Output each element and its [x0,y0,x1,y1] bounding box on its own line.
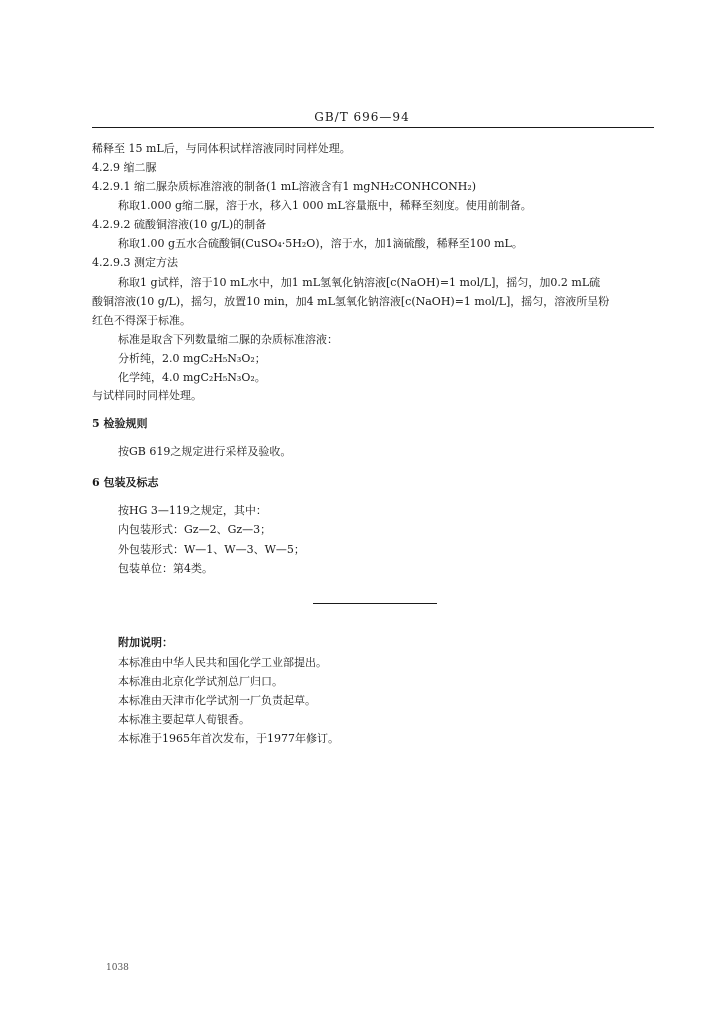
section-4-2-9-2-title: 4.2.9.2 硫酸铜溶液(10 g/L)的制备 [92,218,267,231]
section-4-2-9-1-text: 称取1.000 g缩二脲，溶于水，移入1 000 mL容量瓶中，稀释至刻度。使用前制备。 [118,199,532,212]
notes-line-5: 本标准于1965年首次发布，于1977年修订。 [118,732,339,745]
intro-line: 稀释至 15 mL后，与同体积试样溶液同时同样处理。 [92,142,351,155]
section-6-line-1: 按HG 3—119之规定，其中： [118,504,267,517]
section-4-2-9-2-text: 称取1.00 g五水合硫酸铜(CuSO₄·5H₂O)，溶于水，加1滴硫酸，稀释至100 mL。 [118,237,523,250]
section-4-2-9-title: 4.2.9 缩二脲 [92,161,157,174]
standard-outro: 与试样同时同样处理。 [92,389,202,402]
standard-chemical-grade: 化学纯，4.0 mgC₂H₅N₃O₂。 [118,371,266,384]
separator-rule [313,603,437,604]
method-paragraph-line-1: 称取1 g试样，溶于10 mL水中，加1 mL氢氧化钠溶液[c(NaOH)=1 mol/L]，摇匀，加0.2 mL硫 [118,276,601,289]
method-paragraph-line-3: 红色不得深于标准。 [92,314,191,327]
section-5-text: 按GB 619之规定进行采样及验收。 [118,445,292,458]
section-6-line-4: 包装单位：第4类。 [118,562,213,575]
method-paragraph-line-2: 酸铜溶液(10 g/L)，摇匀，放置10 min，加4 mL氢氧化钠溶液[c(NaOH)=1 mol/L]，摇匀，溶液所呈粉 [92,295,610,308]
page-number: 1038 [106,963,129,973]
notes-line-3: 本标准由天津市化学试剂一厂负责起草。 [118,694,316,707]
section-6-title: 6 包装及标志 [92,476,159,489]
header-rule [92,127,654,128]
page-header: GB/T 696—94 [314,110,410,124]
notes-line-1: 本标准由中华人民共和国化学工业部提出。 [118,656,327,669]
standard-intro: 标准是取含下列数量缩二脲的杂质标准溶液： [118,333,338,346]
section-6-line-3: 外包装形式：W—1、W—3、W—5； [118,543,305,556]
notes-line-4: 本标准主要起草人荀银香。 [118,713,250,726]
section-5-title: 5 检验规则 [92,417,148,430]
section-4-2-9-3-title: 4.2.9.3 测定方法 [92,256,178,269]
standard-analytical-grade: 分析纯，2.0 mgC₂H₅N₃O₂； [118,352,266,365]
notes-title: 附加说明： [118,636,173,649]
section-4-2-9-1-title: 4.2.9.1 缩二脲杂质标准溶液的制备(1 mL溶液含有1 mgNH₂CONHCONH₂) [92,180,477,193]
section-6-line-2: 内包装形式：Gz—2、Gz—3； [118,523,272,536]
notes-line-2: 本标准由北京化学试剂总厂归口。 [118,675,283,688]
